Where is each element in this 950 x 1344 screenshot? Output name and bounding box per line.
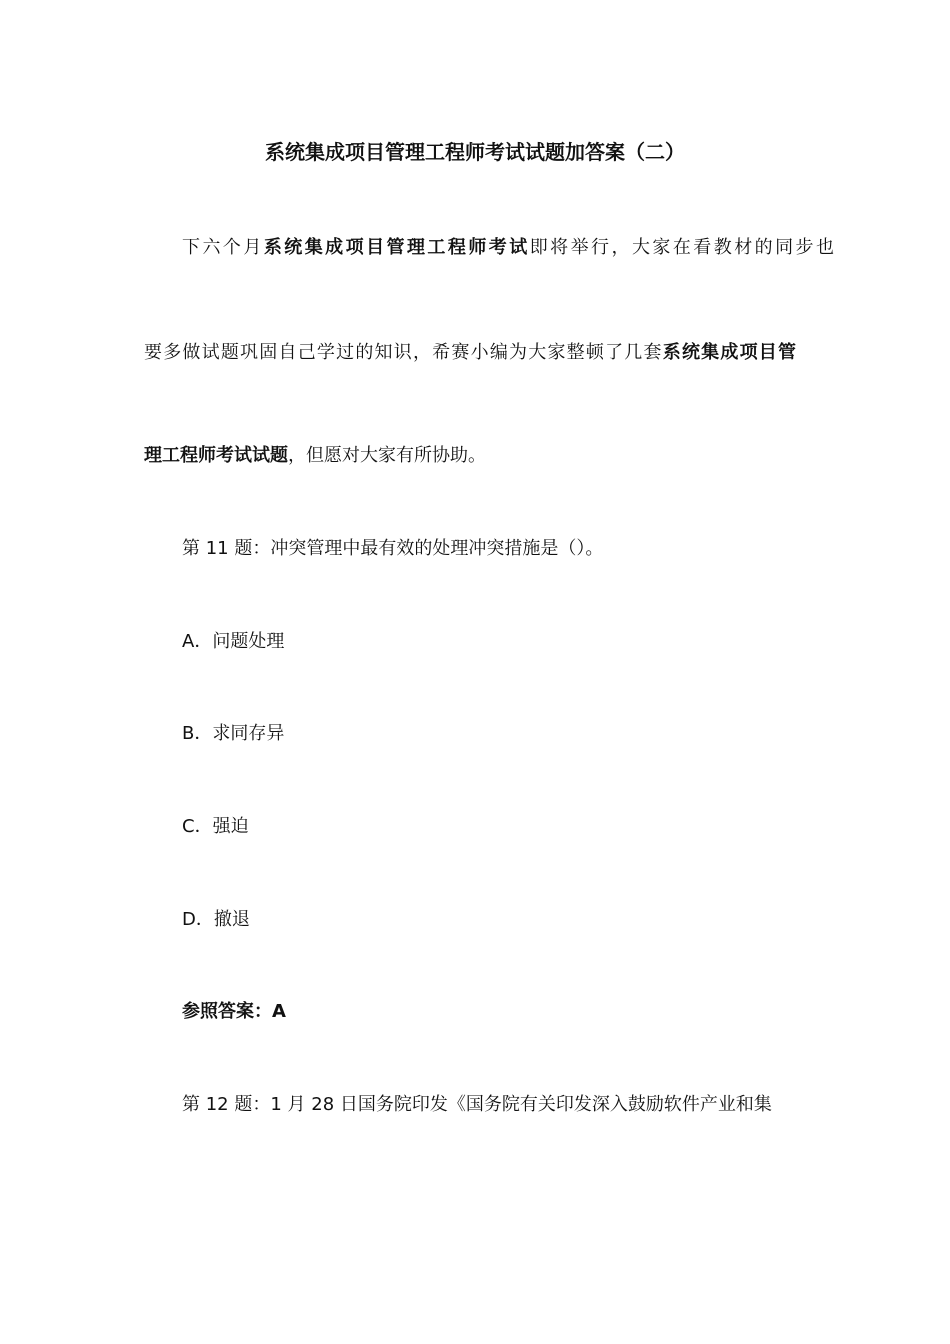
intro-bold-term: 系统集成项目管理工程师考试 xyxy=(263,237,530,258)
answer-11: 参照答案：A xyxy=(182,1001,286,1022)
intro-bold-term: 理工程师考试试题 xyxy=(144,445,288,466)
intro-line-3 xyxy=(144,444,796,468)
intro-text: 要多做试题巩固自己学过的知识，希赛小编为大家整顿了几套 xyxy=(144,342,663,363)
intro-text: 下六个月 xyxy=(182,237,264,258)
intro-line-2 xyxy=(144,341,796,365)
intro-line-1 xyxy=(144,236,834,260)
option-d: D．撤退 xyxy=(182,909,250,930)
question-11: 第 11 题：冲突管理中最有效的处理冲突措施是（）。 xyxy=(182,538,604,559)
option-c: C．强迫 xyxy=(182,816,249,837)
option-a: A．问题处理 xyxy=(182,631,285,652)
intro-text: ，但愿对大家有所协助。 xyxy=(288,445,486,466)
intro-text: 即将举行，大家在看教材的同步也 xyxy=(529,237,835,258)
question-12: 第 12 题：1 月 28 日国务院印发《国务院有关印发深入鼓励软件产业和集 xyxy=(182,1094,772,1115)
intro-bold-term: 系统集成项目管 xyxy=(662,342,797,363)
document-title: 系统集成项目管理工程师考试试题加答案（二） xyxy=(265,140,685,164)
option-b: B．求同存异 xyxy=(182,723,285,744)
